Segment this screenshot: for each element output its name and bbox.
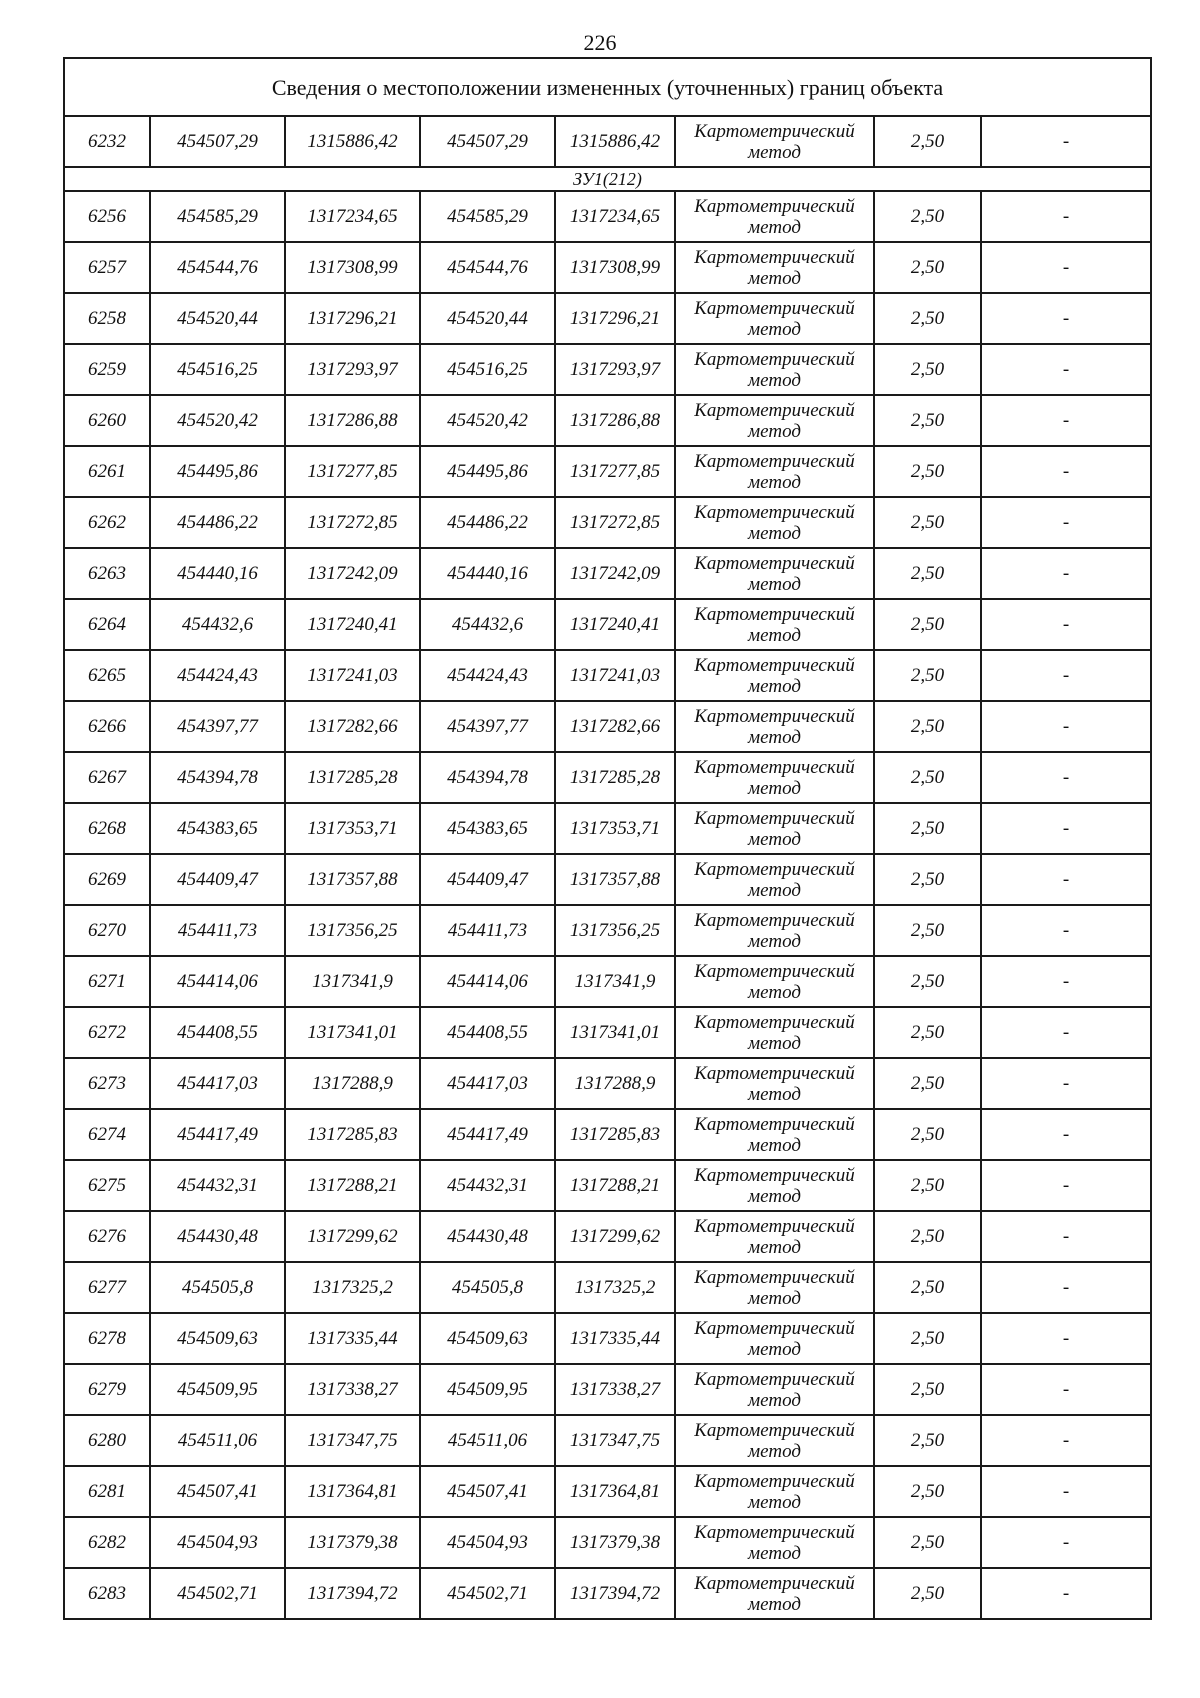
method-cell: Картометрический метод bbox=[675, 446, 874, 497]
method-cell: Картометрический метод bbox=[675, 1415, 874, 1466]
description-cell: - bbox=[981, 293, 1151, 344]
description-cell: - bbox=[981, 1568, 1151, 1619]
x-existing-cell: 454411,73 bbox=[150, 905, 285, 956]
method-cell: Картометрический метод bbox=[675, 344, 874, 395]
x-new-cell: 454516,25 bbox=[420, 344, 555, 395]
table-row bbox=[64, 1007, 1151, 1058]
method-cell: Картометрический метод bbox=[675, 293, 874, 344]
y-existing-cell: 1317286,88 bbox=[285, 395, 420, 446]
method-cell: Картометрический метод bbox=[675, 701, 874, 752]
method-cell: Картометрический метод bbox=[675, 1058, 874, 1109]
y-new-cell: 1317308,99 bbox=[555, 242, 675, 293]
point-number-cell: 6263 bbox=[64, 548, 150, 599]
y-existing-cell: 1317394,72 bbox=[285, 1568, 420, 1619]
y-existing-cell: 1317285,28 bbox=[285, 752, 420, 803]
x-existing-cell: 454414,06 bbox=[150, 956, 285, 1007]
y-new-cell: 1317282,66 bbox=[555, 701, 675, 752]
point-number-cell: 6268 bbox=[64, 803, 150, 854]
method-cell: Картометрический метод bbox=[675, 905, 874, 956]
y-new-cell: 1317288,21 bbox=[555, 1160, 675, 1211]
point-number-cell: 6277 bbox=[64, 1262, 150, 1313]
y-existing-cell: 1317341,01 bbox=[285, 1007, 420, 1058]
accuracy-cell: 2,50 bbox=[874, 446, 981, 497]
method-cell: Картометрический метод bbox=[675, 1364, 874, 1415]
method-cell: Картометрический метод bbox=[675, 1262, 874, 1313]
x-new-cell: 454502,71 bbox=[420, 1568, 555, 1619]
accuracy-cell: 2,50 bbox=[874, 1568, 981, 1619]
y-new-cell: 1317277,85 bbox=[555, 446, 675, 497]
y-new-cell: 1317353,71 bbox=[555, 803, 675, 854]
x-existing-cell: 454417,03 bbox=[150, 1058, 285, 1109]
table-row bbox=[64, 395, 1151, 446]
method-cell: Картометрический метод bbox=[675, 1007, 874, 1058]
table-row bbox=[64, 1415, 1151, 1466]
x-new-cell: 454509,95 bbox=[420, 1364, 555, 1415]
method-cell: Картометрический метод bbox=[675, 242, 874, 293]
y-existing-cell: 1317285,83 bbox=[285, 1109, 420, 1160]
table-row bbox=[64, 599, 1151, 650]
y-existing-cell: 1317325,2 bbox=[285, 1262, 420, 1313]
page-number: 226 bbox=[583, 30, 617, 55]
x-existing-cell: 454486,22 bbox=[150, 497, 285, 548]
accuracy-cell: 2,50 bbox=[874, 1007, 981, 1058]
y-existing-cell: 1317338,27 bbox=[285, 1364, 420, 1415]
x-existing-cell: 454408,55 bbox=[150, 1007, 285, 1058]
x-new-cell: 454507,41 bbox=[420, 1466, 555, 1517]
description-cell: - bbox=[981, 1313, 1151, 1364]
table-row bbox=[64, 1364, 1151, 1415]
description-cell: - bbox=[981, 1262, 1151, 1313]
y-new-cell: 1317242,09 bbox=[555, 548, 675, 599]
y-new-cell: 1317299,62 bbox=[555, 1211, 675, 1262]
x-new-cell: 454397,77 bbox=[420, 701, 555, 752]
x-new-cell: 454417,49 bbox=[420, 1109, 555, 1160]
method-cell: Картометрический метод bbox=[675, 599, 874, 650]
x-new-cell: 454509,63 bbox=[420, 1313, 555, 1364]
accuracy-cell: 2,50 bbox=[874, 395, 981, 446]
x-existing-cell: 454504,93 bbox=[150, 1517, 285, 1568]
description-cell: - bbox=[981, 344, 1151, 395]
table-row bbox=[64, 956, 1151, 1007]
table-row bbox=[64, 1517, 1151, 1568]
x-existing-cell: 454507,29 bbox=[150, 116, 285, 167]
x-existing-cell: 454432,6 bbox=[150, 599, 285, 650]
method-cell: Картометрический метод bbox=[675, 650, 874, 701]
accuracy-cell: 2,50 bbox=[874, 1262, 981, 1313]
y-existing-cell: 1317299,62 bbox=[285, 1211, 420, 1262]
table-row bbox=[64, 242, 1151, 293]
x-existing-cell: 454509,95 bbox=[150, 1364, 285, 1415]
accuracy-cell: 2,50 bbox=[874, 752, 981, 803]
y-new-cell: 1317325,2 bbox=[555, 1262, 675, 1313]
y-new-cell: 1317293,97 bbox=[555, 344, 675, 395]
description-cell: - bbox=[981, 497, 1151, 548]
point-number-cell: 6279 bbox=[64, 1364, 150, 1415]
y-existing-cell: 1317296,21 bbox=[285, 293, 420, 344]
x-existing-cell: 454417,49 bbox=[150, 1109, 285, 1160]
y-new-cell: 1317272,85 bbox=[555, 497, 675, 548]
x-new-cell: 454409,47 bbox=[420, 854, 555, 905]
description-cell: - bbox=[981, 752, 1151, 803]
y-existing-cell: 1317272,85 bbox=[285, 497, 420, 548]
method-cell: Картометрический метод bbox=[675, 548, 874, 599]
y-existing-cell: 1317357,88 bbox=[285, 854, 420, 905]
accuracy-cell: 2,50 bbox=[874, 854, 981, 905]
y-new-cell: 1317341,01 bbox=[555, 1007, 675, 1058]
y-new-cell: 1317347,75 bbox=[555, 1415, 675, 1466]
description-cell: - bbox=[981, 395, 1151, 446]
x-new-cell: 454504,93 bbox=[420, 1517, 555, 1568]
y-existing-cell: 1317282,66 bbox=[285, 701, 420, 752]
x-new-cell: 454430,48 bbox=[420, 1211, 555, 1262]
x-existing-cell: 454432,31 bbox=[150, 1160, 285, 1211]
description-cell: - bbox=[981, 1160, 1151, 1211]
accuracy-cell: 2,50 bbox=[874, 650, 981, 701]
description-cell: - bbox=[981, 803, 1151, 854]
method-cell: Картометрический метод bbox=[675, 803, 874, 854]
x-existing-cell: 454383,65 bbox=[150, 803, 285, 854]
x-existing-cell: 454505,8 bbox=[150, 1262, 285, 1313]
x-new-cell: 454411,73 bbox=[420, 905, 555, 956]
y-new-cell: 1317356,25 bbox=[555, 905, 675, 956]
description-cell: - bbox=[981, 1466, 1151, 1517]
method-cell: Картометрический метод bbox=[675, 752, 874, 803]
table-row bbox=[64, 548, 1151, 599]
y-existing-cell: 1317242,09 bbox=[285, 548, 420, 599]
x-new-cell: 454432,31 bbox=[420, 1160, 555, 1211]
method-cell: Картометрический метод bbox=[675, 1160, 874, 1211]
x-new-cell: 454585,29 bbox=[420, 191, 555, 242]
y-new-cell: 1317286,88 bbox=[555, 395, 675, 446]
table-row bbox=[64, 1466, 1151, 1517]
y-new-cell: 1317364,81 bbox=[555, 1466, 675, 1517]
x-existing-cell: 454430,48 bbox=[150, 1211, 285, 1262]
description-cell: - bbox=[981, 116, 1151, 167]
table-row bbox=[64, 1313, 1151, 1364]
description-cell: - bbox=[981, 905, 1151, 956]
method-cell: Картометрический метод bbox=[675, 1466, 874, 1517]
table-row bbox=[64, 854, 1151, 905]
y-existing-cell: 1317356,25 bbox=[285, 905, 420, 956]
table-row bbox=[64, 344, 1151, 395]
accuracy-cell: 2,50 bbox=[874, 803, 981, 854]
description-cell: - bbox=[981, 1517, 1151, 1568]
y-existing-cell: 1317241,03 bbox=[285, 650, 420, 701]
accuracy-cell: 2,50 bbox=[874, 1160, 981, 1211]
point-number-cell: 6265 bbox=[64, 650, 150, 701]
point-number-cell: 6267 bbox=[64, 752, 150, 803]
description-cell: - bbox=[981, 191, 1151, 242]
table-body bbox=[64, 58, 1151, 1619]
table-row bbox=[64, 497, 1151, 548]
method-cell: Картометрический метод bbox=[675, 191, 874, 242]
x-new-cell: 454505,8 bbox=[420, 1262, 555, 1313]
x-existing-cell: 454409,47 bbox=[150, 854, 285, 905]
accuracy-cell: 2,50 bbox=[874, 191, 981, 242]
table-row bbox=[64, 803, 1151, 854]
accuracy-cell: 2,50 bbox=[874, 1517, 981, 1568]
table-row bbox=[64, 293, 1151, 344]
point-number-cell: 6258 bbox=[64, 293, 150, 344]
point-number-cell: 6280 bbox=[64, 1415, 150, 1466]
method-cell: Картометрический метод bbox=[675, 1109, 874, 1160]
coordinates-table bbox=[63, 57, 1152, 1620]
y-existing-cell: 1317288,21 bbox=[285, 1160, 420, 1211]
accuracy-cell: 2,50 bbox=[874, 1313, 981, 1364]
point-number-cell: 6262 bbox=[64, 497, 150, 548]
point-number-cell: 6257 bbox=[64, 242, 150, 293]
method-cell: Картометрический метод bbox=[675, 1313, 874, 1364]
y-existing-cell: 1317353,71 bbox=[285, 803, 420, 854]
y-new-cell: 1317285,28 bbox=[555, 752, 675, 803]
accuracy-cell: 2,50 bbox=[874, 905, 981, 956]
description-cell: - bbox=[981, 650, 1151, 701]
x-new-cell: 454417,03 bbox=[420, 1058, 555, 1109]
table-row bbox=[64, 1109, 1151, 1160]
description-cell: - bbox=[981, 1211, 1151, 1262]
y-existing-cell: 1317379,38 bbox=[285, 1517, 420, 1568]
accuracy-cell: 2,50 bbox=[874, 701, 981, 752]
description-cell: - bbox=[981, 956, 1151, 1007]
x-new-cell: 454394,78 bbox=[420, 752, 555, 803]
x-existing-cell: 454516,25 bbox=[150, 344, 285, 395]
y-new-cell: 1317241,03 bbox=[555, 650, 675, 701]
accuracy-cell: 2,50 bbox=[874, 1466, 981, 1517]
description-cell: - bbox=[981, 1007, 1151, 1058]
table-title: Сведения о местоположении измененных (уточненных) границ объекта bbox=[64, 58, 1151, 116]
method-cell: Картометрический метод bbox=[675, 1517, 874, 1568]
description-cell: - bbox=[981, 1109, 1151, 1160]
accuracy-cell: 2,50 bbox=[874, 1211, 981, 1262]
point-number-cell: 6283 bbox=[64, 1568, 150, 1619]
table-row bbox=[64, 650, 1151, 701]
method-cell: Картометрический метод bbox=[675, 1568, 874, 1619]
accuracy-cell: 2,50 bbox=[874, 344, 981, 395]
method-cell: Картометрический метод bbox=[675, 956, 874, 1007]
point-number-cell: 6278 bbox=[64, 1313, 150, 1364]
x-new-cell: 454544,76 bbox=[420, 242, 555, 293]
point-number-cell: 6273 bbox=[64, 1058, 150, 1109]
description-cell: - bbox=[981, 548, 1151, 599]
description-cell: - bbox=[981, 1415, 1151, 1466]
x-existing-cell: 454502,71 bbox=[150, 1568, 285, 1619]
x-new-cell: 454507,29 bbox=[420, 116, 555, 167]
x-new-cell: 454414,06 bbox=[420, 956, 555, 1007]
x-existing-cell: 454511,06 bbox=[150, 1415, 285, 1466]
y-new-cell: 1317296,21 bbox=[555, 293, 675, 344]
table-row bbox=[64, 446, 1151, 497]
x-new-cell: 454440,16 bbox=[420, 548, 555, 599]
accuracy-cell: 2,50 bbox=[874, 242, 981, 293]
y-existing-cell: 1317277,85 bbox=[285, 446, 420, 497]
table-row bbox=[64, 116, 1151, 167]
accuracy-cell: 2,50 bbox=[874, 956, 981, 1007]
method-cell: Картометрический метод bbox=[675, 1211, 874, 1262]
table-row bbox=[64, 1211, 1151, 1262]
y-existing-cell: 1317240,41 bbox=[285, 599, 420, 650]
x-existing-cell: 454495,86 bbox=[150, 446, 285, 497]
x-existing-cell: 454394,78 bbox=[150, 752, 285, 803]
accuracy-cell: 2,50 bbox=[874, 116, 981, 167]
y-existing-cell: 1317234,65 bbox=[285, 191, 420, 242]
y-new-cell: 1317285,83 bbox=[555, 1109, 675, 1160]
table-row bbox=[64, 1058, 1151, 1109]
point-number-cell: 6271 bbox=[64, 956, 150, 1007]
point-number-cell: 6276 bbox=[64, 1211, 150, 1262]
x-existing-cell: 454509,63 bbox=[150, 1313, 285, 1364]
accuracy-cell: 2,50 bbox=[874, 548, 981, 599]
description-cell: - bbox=[981, 599, 1151, 650]
point-number-cell: 6270 bbox=[64, 905, 150, 956]
table-row bbox=[64, 1262, 1151, 1313]
accuracy-cell: 2,50 bbox=[874, 1058, 981, 1109]
y-new-cell: 1315886,42 bbox=[555, 116, 675, 167]
table-title-row bbox=[64, 58, 1151, 116]
y-new-cell: 1317338,27 bbox=[555, 1364, 675, 1415]
x-new-cell: 454408,55 bbox=[420, 1007, 555, 1058]
description-cell: - bbox=[981, 242, 1151, 293]
x-existing-cell: 454544,76 bbox=[150, 242, 285, 293]
y-new-cell: 1317335,44 bbox=[555, 1313, 675, 1364]
x-existing-cell: 454520,44 bbox=[150, 293, 285, 344]
y-new-cell: 1317234,65 bbox=[555, 191, 675, 242]
table-row bbox=[64, 905, 1151, 956]
x-new-cell: 454383,65 bbox=[420, 803, 555, 854]
y-existing-cell: 1317308,99 bbox=[285, 242, 420, 293]
section-row bbox=[64, 167, 1151, 191]
point-number-cell: 6256 bbox=[64, 191, 150, 242]
point-number-cell: 6266 bbox=[64, 701, 150, 752]
accuracy-cell: 2,50 bbox=[874, 1109, 981, 1160]
accuracy-cell: 2,50 bbox=[874, 497, 981, 548]
method-cell: Картометрический метод bbox=[675, 116, 874, 167]
description-cell: - bbox=[981, 1364, 1151, 1415]
description-cell: - bbox=[981, 446, 1151, 497]
point-number-cell: 6232 bbox=[64, 116, 150, 167]
x-new-cell: 454424,43 bbox=[420, 650, 555, 701]
accuracy-cell: 2,50 bbox=[874, 293, 981, 344]
point-number-cell: 6260 bbox=[64, 395, 150, 446]
x-existing-cell: 454424,43 bbox=[150, 650, 285, 701]
point-number-cell: 6282 bbox=[64, 1517, 150, 1568]
x-new-cell: 454520,44 bbox=[420, 293, 555, 344]
x-existing-cell: 454585,29 bbox=[150, 191, 285, 242]
table-row bbox=[64, 752, 1151, 803]
method-cell: Картометрический метод bbox=[675, 497, 874, 548]
method-cell: Картометрический метод bbox=[675, 854, 874, 905]
y-new-cell: 1317341,9 bbox=[555, 956, 675, 1007]
x-existing-cell: 454520,42 bbox=[150, 395, 285, 446]
x-new-cell: 454520,42 bbox=[420, 395, 555, 446]
point-number-cell: 6274 bbox=[64, 1109, 150, 1160]
y-existing-cell: 1317364,81 bbox=[285, 1466, 420, 1517]
method-cell: Картометрический метод bbox=[675, 395, 874, 446]
y-new-cell: 1317357,88 bbox=[555, 854, 675, 905]
x-new-cell: 454432,6 bbox=[420, 599, 555, 650]
point-number-cell: 6275 bbox=[64, 1160, 150, 1211]
x-new-cell: 454495,86 bbox=[420, 446, 555, 497]
point-number-cell: 6281 bbox=[64, 1466, 150, 1517]
table-row bbox=[64, 701, 1151, 752]
table-row bbox=[64, 1568, 1151, 1619]
y-existing-cell: 1317347,75 bbox=[285, 1415, 420, 1466]
y-new-cell: 1317240,41 bbox=[555, 599, 675, 650]
table-row bbox=[64, 1160, 1151, 1211]
point-number-cell: 6261 bbox=[64, 446, 150, 497]
x-existing-cell: 454507,41 bbox=[150, 1466, 285, 1517]
table-row bbox=[64, 191, 1151, 242]
x-existing-cell: 454397,77 bbox=[150, 701, 285, 752]
point-number-cell: 6259 bbox=[64, 344, 150, 395]
y-new-cell: 1317379,38 bbox=[555, 1517, 675, 1568]
y-existing-cell: 1317293,97 bbox=[285, 344, 420, 395]
description-cell: - bbox=[981, 701, 1151, 752]
section-label: ЗУ1(212) bbox=[64, 167, 1151, 191]
y-existing-cell: 1317288,9 bbox=[285, 1058, 420, 1109]
description-cell: - bbox=[981, 1058, 1151, 1109]
description-cell: - bbox=[981, 854, 1151, 905]
accuracy-cell: 2,50 bbox=[874, 1364, 981, 1415]
x-new-cell: 454486,22 bbox=[420, 497, 555, 548]
y-new-cell: 1317394,72 bbox=[555, 1568, 675, 1619]
point-number-cell: 6264 bbox=[64, 599, 150, 650]
y-existing-cell: 1317335,44 bbox=[285, 1313, 420, 1364]
y-existing-cell: 1317341,9 bbox=[285, 956, 420, 1007]
x-existing-cell: 454440,16 bbox=[150, 548, 285, 599]
y-existing-cell: 1315886,42 bbox=[285, 116, 420, 167]
point-number-cell: 6272 bbox=[64, 1007, 150, 1058]
point-number-cell: 6269 bbox=[64, 854, 150, 905]
accuracy-cell: 2,50 bbox=[874, 599, 981, 650]
x-new-cell: 454511,06 bbox=[420, 1415, 555, 1466]
accuracy-cell: 2,50 bbox=[874, 1415, 981, 1466]
y-new-cell: 1317288,9 bbox=[555, 1058, 675, 1109]
